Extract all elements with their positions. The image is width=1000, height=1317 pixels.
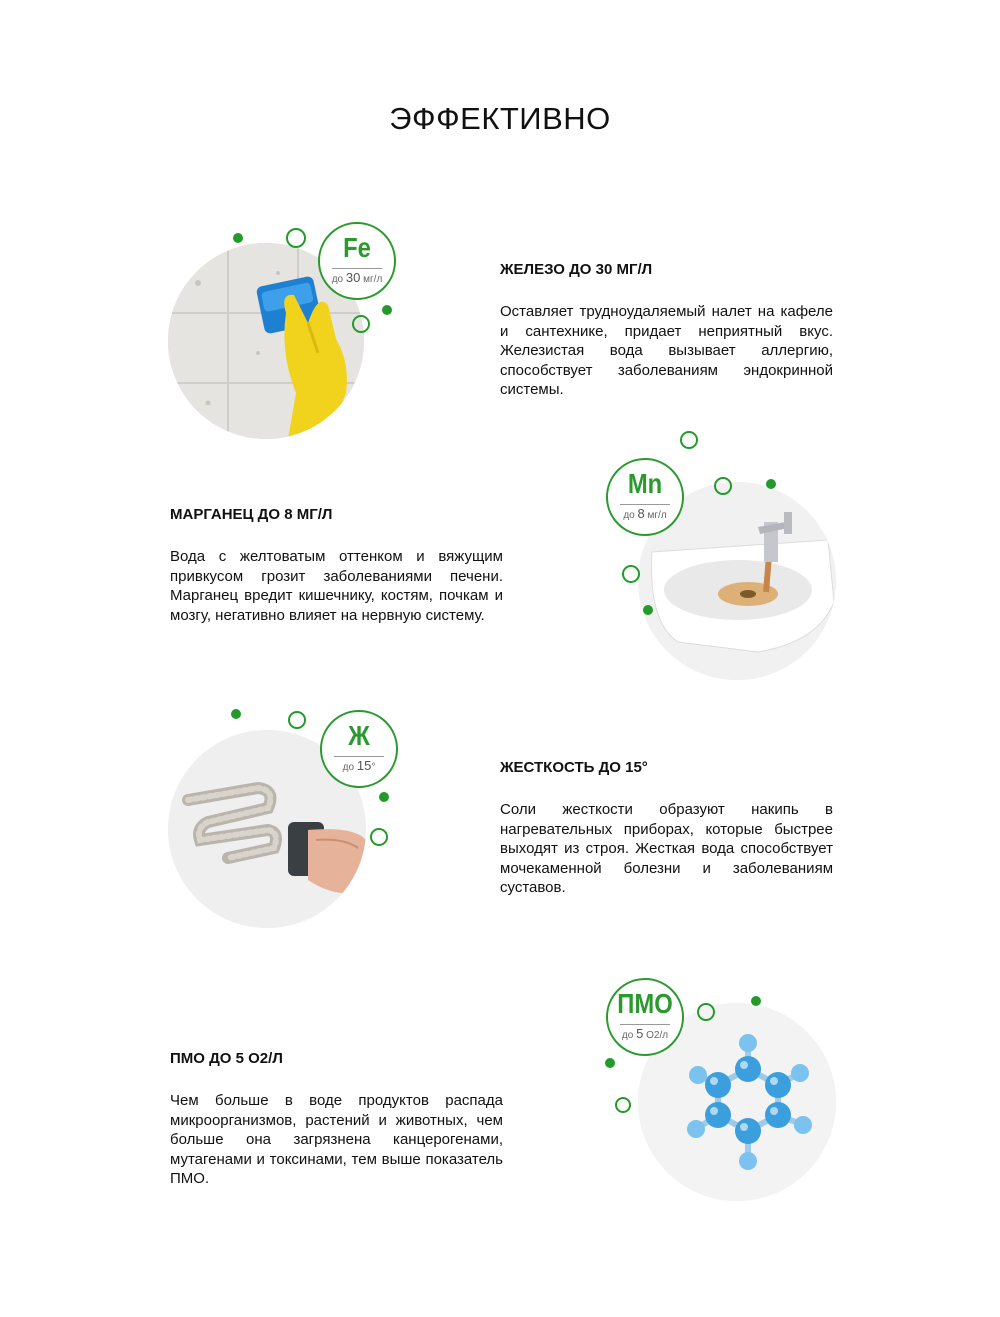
badge-limit: до 5 O2/л: [621, 1026, 669, 1041]
decor-dot: [643, 605, 653, 615]
decor-dot: [605, 1058, 615, 1068]
badge-symbol: Mn: [627, 468, 663, 499]
badge-limit: до 8 мг/л: [623, 506, 667, 521]
section-text: Вода с желтоватым оттенком и вяжущим привкусом грозит заболеваниями печени. Марганец вредит кишечнику, костям, почкам и мозгу, негативно влияет на нервную систему.: [170, 548, 503, 624]
manganese-section: [170, 506, 503, 625]
badge-symbol: Ж: [348, 720, 370, 751]
decor-ring: [286, 228, 306, 248]
decor-dot: [379, 792, 389, 802]
hardness-badge: [320, 710, 398, 788]
badge-symbol: Fe: [343, 232, 371, 263]
section-text: Оставляет трудноудаляемый налет на кафеле и сантехнике, придает неприятный вкус. Железистая вода вызывает аллергию, способствует заболеваниям эндокринной системы.: [500, 303, 833, 398]
badge-symbol: ПМО: [617, 988, 673, 1019]
page-title: ЭФФЕКТИВНО: [389, 100, 611, 136]
pmo-badge: [606, 978, 684, 1056]
decor-ring: [622, 565, 640, 583]
decor-ring: [680, 431, 698, 449]
decor-dot: [751, 996, 761, 1006]
iron-badge: [318, 222, 396, 300]
decor-ring: [352, 315, 370, 333]
iron-section: [500, 261, 833, 400]
section-text: Чем больше в воде продуктов распада микроорганизмов, растений и животных, чем больше она загрязнена канцерогенами, мутагенами и токсинами, тем выше показатель ПМО.: [170, 1092, 503, 1187]
decor-dot: [231, 709, 241, 719]
section-heading: ЖЕСТКОСТЬ ДО 15°: [500, 759, 648, 776]
hardness-section: [500, 759, 833, 898]
section-text: Соли жесткости образуют накипь в нагревательных приборах, которые быстрее выходят из строя. Жесткая вода способствует мочекаменной болезни и заболеваниям суставов.: [500, 801, 833, 896]
decor-ring: [615, 1097, 631, 1113]
section-heading: ЖЕЛЕЗО ДО 30 МГ/Л: [500, 261, 653, 278]
badge-limit: до 15°: [342, 758, 376, 773]
decor-dot: [766, 479, 776, 489]
pmo-section: [170, 1050, 503, 1189]
decor-ring: [714, 477, 732, 495]
decor-ring: [370, 828, 388, 846]
badge-limit: до 30 мг/л: [331, 270, 383, 285]
decor-ring: [697, 1003, 715, 1021]
section-heading: ПМО ДО 5 O2/Л: [170, 1050, 283, 1067]
decor-ring: [288, 711, 306, 729]
decor-dot: [382, 305, 392, 315]
section-heading: МАРГАНЕЦ ДО 8 МГ/Л: [170, 506, 333, 523]
decor-dot: [233, 233, 243, 243]
manganese-badge: [606, 458, 684, 536]
